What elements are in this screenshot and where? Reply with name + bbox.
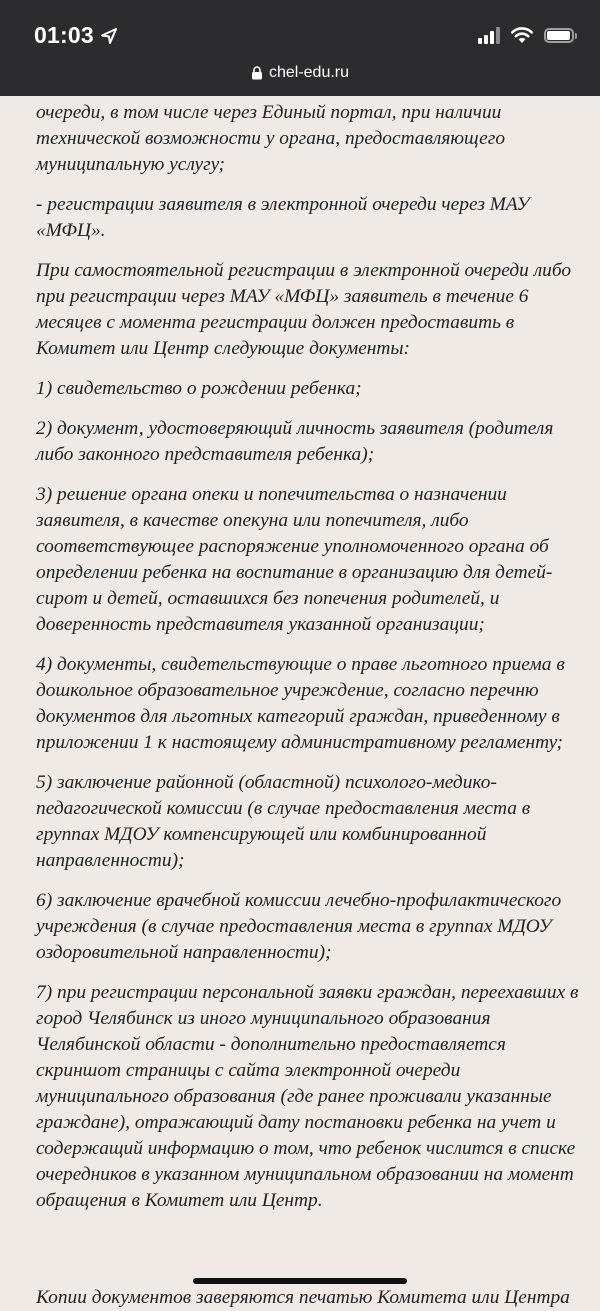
status-indicators xyxy=(478,26,574,44)
url-text[interactable]: chel-edu.ru xyxy=(268,64,350,81)
list-item: 5) заключение районной (областной) психолого-медико-педагогической комиссии (в случае предоставления места в группах МДОУ компенсирующей или комбинированной направленности); xyxy=(36,772,531,871)
list-item: 1) свидетельство о рождении ребенка; xyxy=(36,378,362,399)
wifi-icon xyxy=(510,26,534,44)
location-arrow-icon xyxy=(100,27,118,45)
address-bar[interactable] xyxy=(0,64,600,82)
paragraph: - регистрации заявителя в электронной очереди через МАУ «МФЦ». xyxy=(36,194,530,241)
paragraph: При самостоятельной регистрации в электронной очереди либо при регистрации через МАУ «МФЦ» заявитель в течение 6 месяцев с момента регистрации должен предоставить в Комитет или Центр следующие документы: xyxy=(36,260,572,359)
time-text: 01:03 xyxy=(34,22,94,48)
list-item: 6) заключение врачебной комиссии лечебно-профилактического учреждения (в случае предоставления места в группах МДОУ оздоровительной направленности); xyxy=(36,890,562,963)
list-item: 4) документы, свидетельствующие о праве льготного приема в дошкольное образовательное учреждение, согласно перечню документов для льготных категорий граждан, приведенному в приложении 1 к настоящему административному регламенту; xyxy=(36,654,565,753)
partially-visible-paragraph: Копии документов заверяются печатью Комитета или Центра xyxy=(36,1287,570,1308)
battery-icon xyxy=(544,28,574,43)
article-content xyxy=(36,100,584,1228)
cellular-signal-icon xyxy=(478,26,500,44)
home-indicator[interactable] xyxy=(193,1278,407,1284)
paragraph: очереди, в том числе через Единый портал, при наличии технической возможности у органа, предоставляющего муниципальную услугу; xyxy=(36,102,506,175)
status-time xyxy=(34,22,118,49)
list-item: 7) при регистрации персональной заявки граждан, переехавших в город Челябинск из иного муниципального образования Челябинской области - дополнительно предоставляется скриншот страницы с сайта электронной очереди муниципального образования (где ранее проживали указанные граждане), отражающий дату постановки ребенка на учет и содержащий информацию о том, что ребенок числится в списке очередников в указанном муниципальном образовании на момент обращения в Комитет или Центр. xyxy=(36,982,579,1211)
list-item: 2) документ, удостоверяющий личность заявителя (родителя либо законного представителя ребенка); xyxy=(36,418,554,465)
status-bar xyxy=(0,0,600,96)
list-item: 3) решение органа опеки и попечительства о назначении заявителя, в качестве опекуна или попечителя, либо соответствующее распоряжение уполномоченного органа об определении ребенка на воспитание в организацию для детей-сирот и детей, оставшихся без попечения родителей, и доверенность представителя указанной организации; xyxy=(36,484,553,635)
lock-icon xyxy=(251,66,263,80)
